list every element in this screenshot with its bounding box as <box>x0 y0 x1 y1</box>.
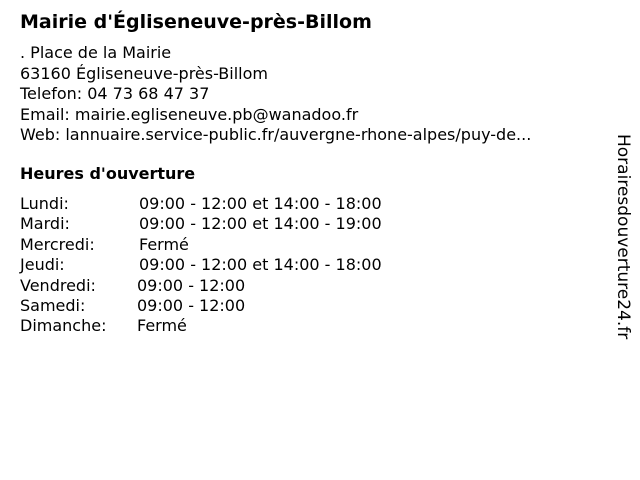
street-address: . Place de la Mairie <box>20 43 172 62</box>
time-value: 09:00 - 12:00 et 14:00 - 18:00 <box>139 255 382 275</box>
day-label: Vendredi: <box>20 275 96 295</box>
hours-heading: Heures d'ouverture <box>20 164 196 183</box>
time-value: 09:00 - 12:00 et 14:00 - 18:00 <box>139 194 382 213</box>
page-title: Mairie d'Égliseneuve-près-Billom <box>20 11 372 33</box>
time-value: 09:00 - 12:00 <box>137 295 246 315</box>
website-link[interactable]: Web: lannuaire.service-public.fr/auvergne-rhone-alpes/puy-de... <box>20 125 532 144</box>
day-label: Lundi: <box>20 194 69 213</box>
site-watermark: Horairesdouverture24.fr <box>613 134 633 340</box>
day-label: Dimanche: <box>20 316 107 336</box>
time-value: 09:00 - 12:00 et 14:00 - 19:00 <box>139 214 382 234</box>
contact-block <box>20 43 531 146</box>
time-value: Fermé <box>137 316 187 336</box>
day-label: Samedi: <box>20 295 86 315</box>
day-label: Mercredi: <box>20 234 95 254</box>
city-address: 63160 Égliseneuve-près-Billom <box>20 63 268 83</box>
day-label: Jeudi: <box>20 255 65 275</box>
day-label: Mardi: <box>20 214 70 234</box>
email-address[interactable]: Email: mairie.egliseneuve.pb@wanadoo.fr <box>20 104 359 124</box>
time-value: 09:00 - 12:00 <box>137 275 246 295</box>
phone-number[interactable]: Telefon: 04 73 68 47 37 <box>20 84 210 103</box>
time-value: Fermé <box>139 234 189 254</box>
